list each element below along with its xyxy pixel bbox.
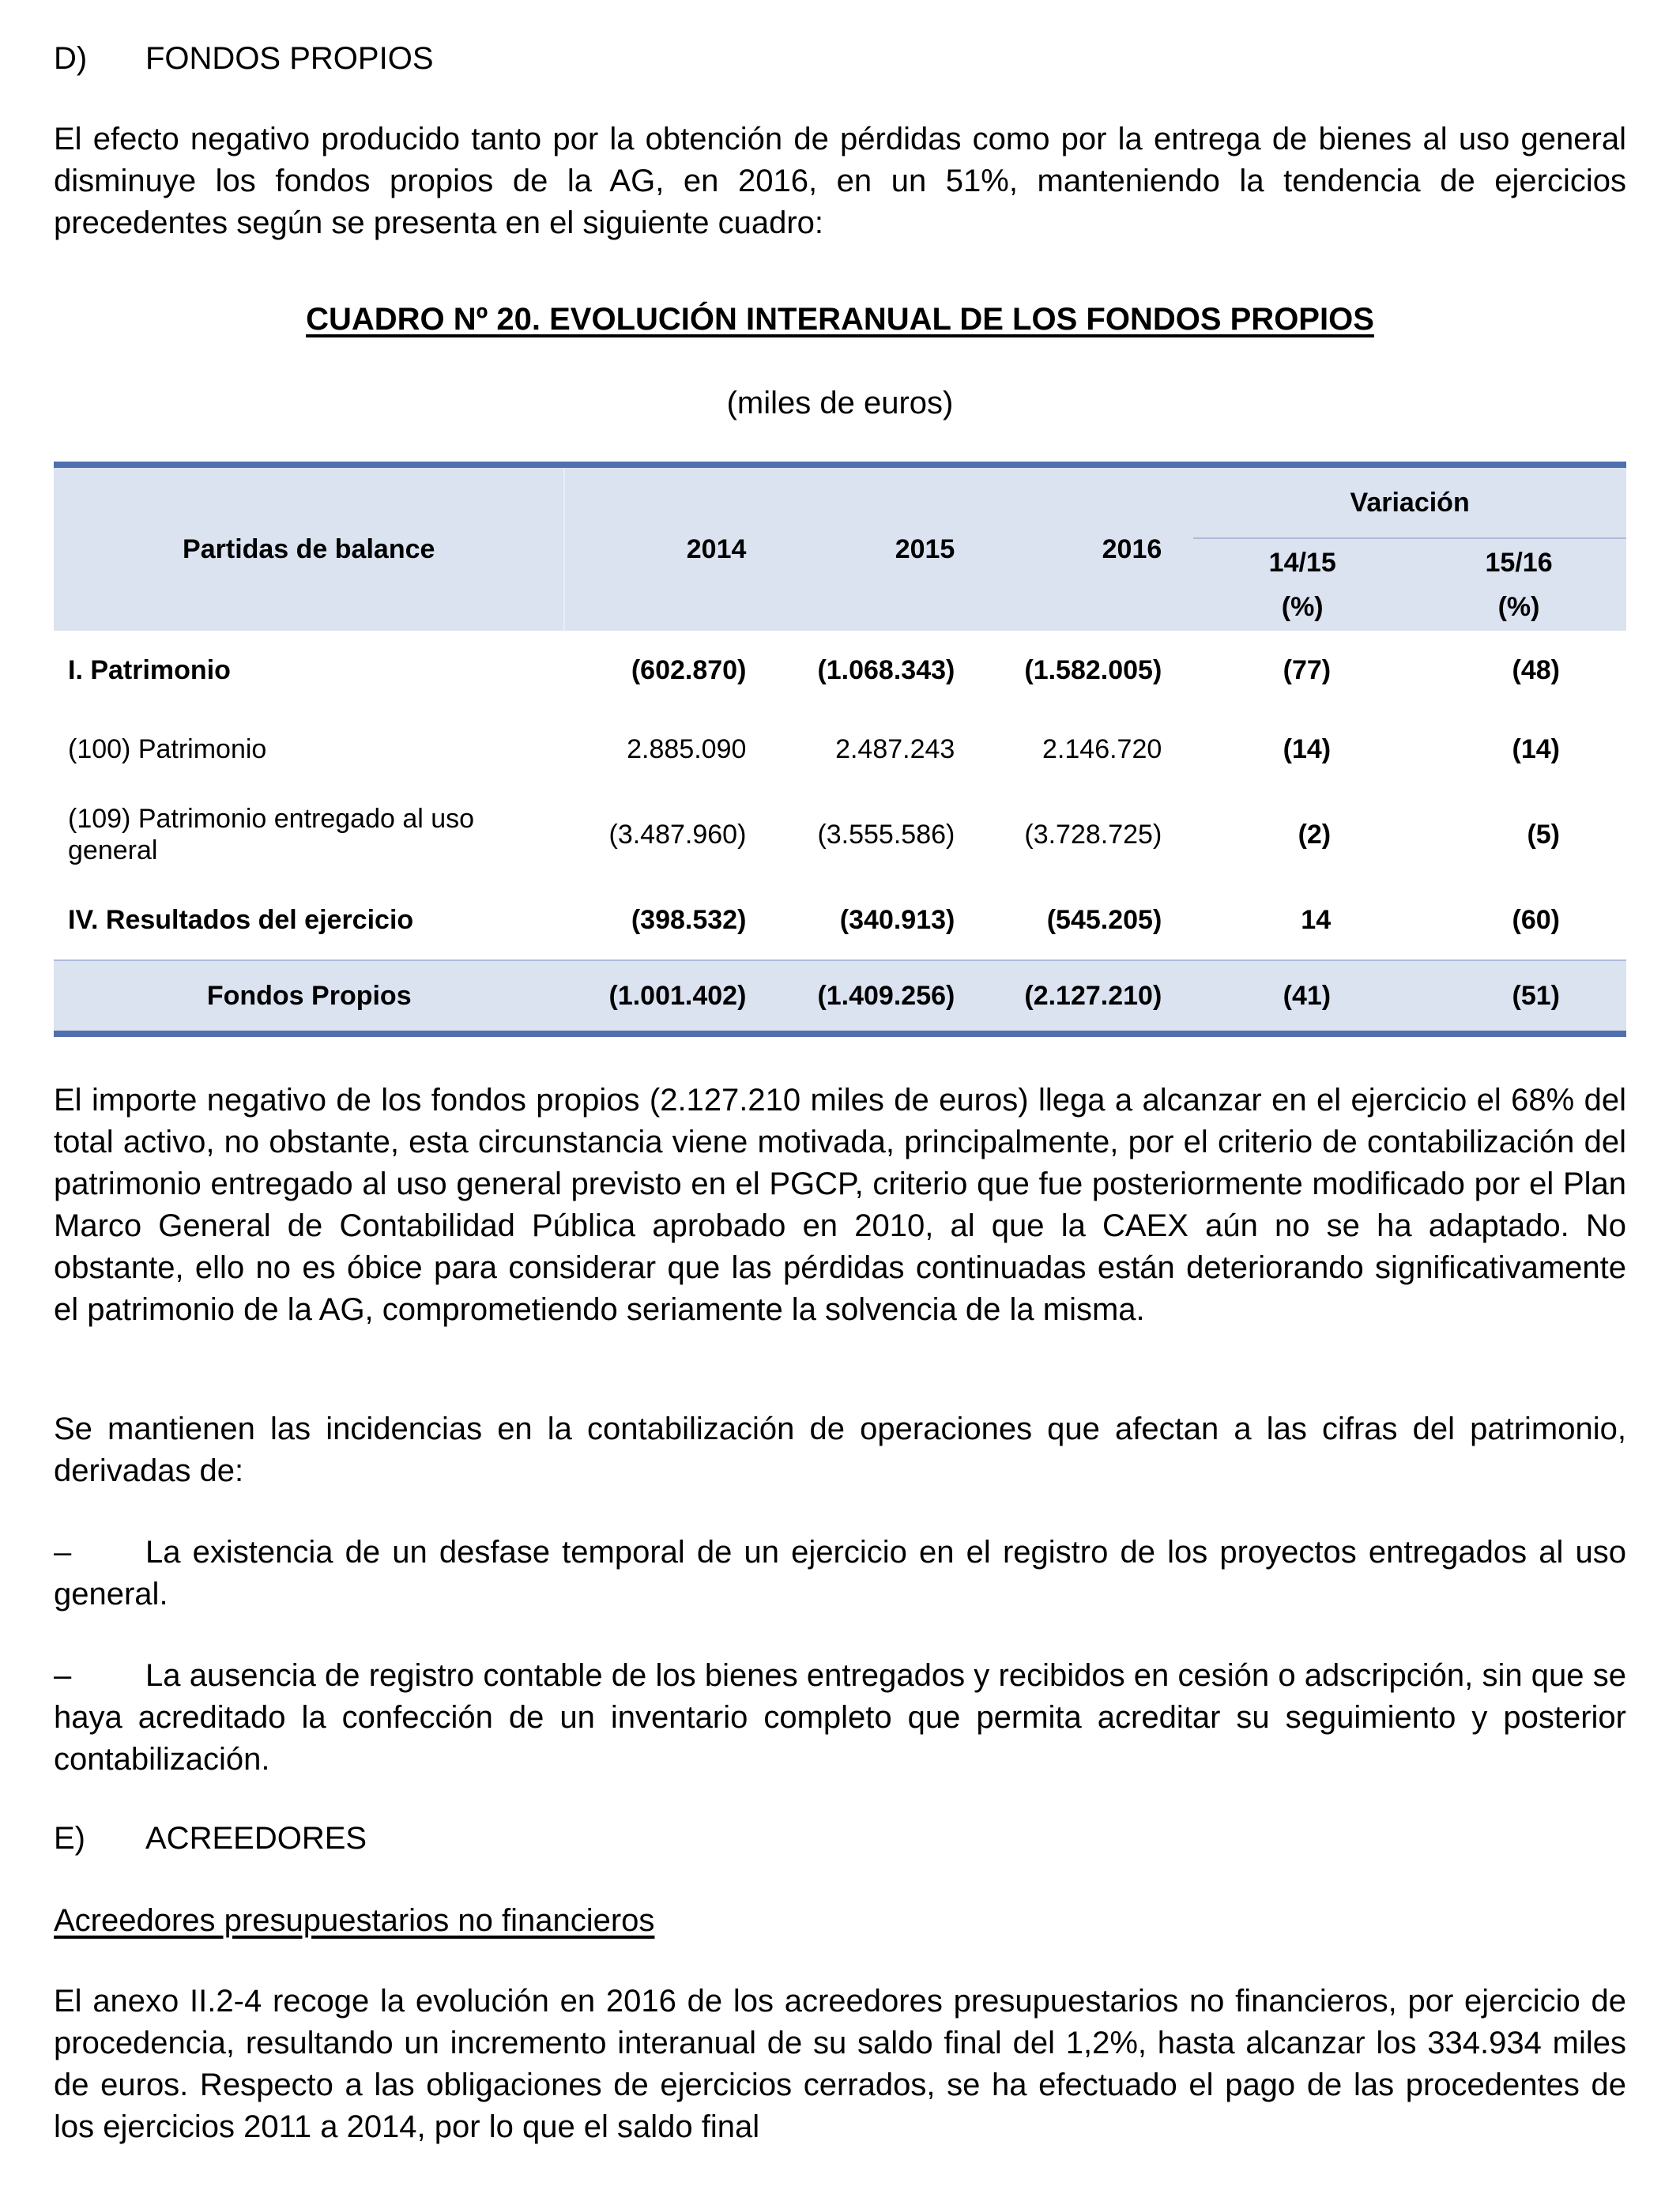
row-2015: (3.555.586) [817,819,955,850]
header-var-15-16-label: 15/16 [1485,548,1553,578]
row-2016: (545.205) [1046,904,1162,935]
row-label: (100) Patrimonio [68,734,267,764]
row-var-15-16: (48) [1512,654,1560,685]
header-var-14-15 [1193,538,1411,631]
row-var-14-15: (2) [1298,819,1332,850]
fondos-propios-table [54,462,1626,1037]
row-2016: 2.146.720 [1042,733,1162,764]
total-2016: (2.127.210) [986,960,1193,1031]
total-2014: (1.001.402) [564,960,778,1031]
paragraph-4: El anexo II.2-4 recoge la evolución en 2016 de los acreedores presupuestarios no financieros, por ejercicio de procedencia, resultando un incremento interanual de su saldo final del 1,2%, hasta alcanzar los 334.934 miles de euros. Respecto a las obligaciones de ejercicios cerrados, se ha efectuado el pago de las procedentes de los ejercicios 2011 a 2014, por lo que el saldo final [54,1984,1626,2144]
bullet-dash: – [54,1658,72,1693]
total-var-15-16: (51) [1411,960,1626,1031]
header-2014: 2014 [564,468,778,631]
total-var-14-15: (41) [1193,960,1411,1031]
header-variacion: Variación [1193,468,1626,538]
row-2014: (398.532) [631,904,747,935]
row-label: (109) Patrimonio entregado al uso general [68,804,475,865]
header-partidas: Partidas de balance [54,468,564,631]
bullet-text: La ausencia de registro contable de los bienes entregados y recibidos en cesión o adscripción, sin que se haya acreditado la confección de un inventario completo que permita acreditar su seguimiento y posterior contabilización. [54,1658,1626,1777]
section-d-letter: D) [54,41,88,76]
row-2016: (3.728.725) [1024,819,1162,850]
row-var-15-16: (5) [1527,819,1560,850]
bullet-dash: – [54,1535,72,1570]
row-2016: (1.582.005) [1024,654,1162,685]
table-row [54,880,1626,960]
table-title: CUADRO Nº 20. EVOLUCIÓN INTERANUAL DE LOS FONDOS PROPIOS [306,302,1374,337]
table-top-rule [54,462,1626,468]
header-2015: 2015 [778,468,986,631]
row-2015: (340.913) [839,904,955,935]
table-row [54,631,1626,710]
section-e-title: ACREEDORES [145,1821,367,1856]
bullet-item [54,1655,1626,1781]
header-var-14-15-pct: (%) [1281,592,1324,622]
paragraph-3: Se mantienen las incidencias en la contabilización de operaciones que afectan a las cifras del patrimonio, derivadas de: [54,1412,1626,1488]
table-units: (miles de euros) [726,386,954,420]
row-var-15-16: (60) [1512,904,1560,935]
section-d-title: FONDOS PROPIOS [145,41,434,76]
row-2015: 2.487.243 [835,733,955,764]
row-2015: (1.068.343) [817,654,955,685]
bullet-item [54,1532,1626,1615]
row-2014: (3.487.960) [608,819,747,850]
header-var-15-16-pct: (%) [1497,592,1540,622]
row-var-14-15: 14 [1301,904,1332,935]
row-var-14-15: (77) [1283,654,1332,685]
intro-paragraph: El efecto negativo producido tanto por la obtención de pérdidas como por la entrega de bienes al uso general disminuye los fondos propios de la AG, en 2016, en un 51%, manteniendo la tendencia de ejercicios precedentes según se presenta en el siguiente cuadro: [54,122,1626,240]
row-label: IV. Resultados del ejercicio [68,905,414,935]
table-bottom-rule [54,1031,1626,1037]
header-var-15-16 [1411,538,1626,631]
subsection-title: Acreedores presupuestarios no financieros [54,1903,655,1938]
section-e-heading [54,1818,367,1859]
paragraph-2: El importe negativo de los fondos propios (2.127.210 miles de euros) llega a alcanzar en el ejercicio el 68% del total activo, no obstante, esta circunstancia viene motivada, principalmente, por el criterio de contabilización del patrimonio entregado al uso general previsto en el PGCP, criterio que fue posteriormente modificado por el Plan Marco General de Contabilidad Pública aprobado en 2010, al que la CAEX aún no se ha adaptado. No obstante, ello no es óbice para considerar que las pérdidas continuadas están deteriorando significativamente el patrimonio de la AG, comprometiendo seriamente la solvencia de la misma. [54,1083,1626,1327]
header-2016: 2016 [986,468,1193,631]
row-2014: (602.870) [631,654,747,685]
table-row [54,789,1626,880]
bullet-text: La existencia de un desfase temporal de un ejercicio en el registro de los proyectos entregados al uso general. [54,1535,1626,1612]
table-row [54,710,1626,789]
table-total-row [54,960,1626,1031]
row-label: I. Patrimonio [68,655,231,685]
row-var-14-15: (14) [1283,733,1332,764]
total-2015: (1.409.256) [778,960,986,1031]
header-var-14-15-label: 14/15 [1268,548,1336,578]
section-d-heading [54,38,434,79]
row-var-15-16: (14) [1512,733,1560,764]
total-label: Fondos Propios [54,960,564,1031]
row-2014: 2.885.090 [627,733,747,764]
section-e-letter: E) [54,1821,85,1856]
